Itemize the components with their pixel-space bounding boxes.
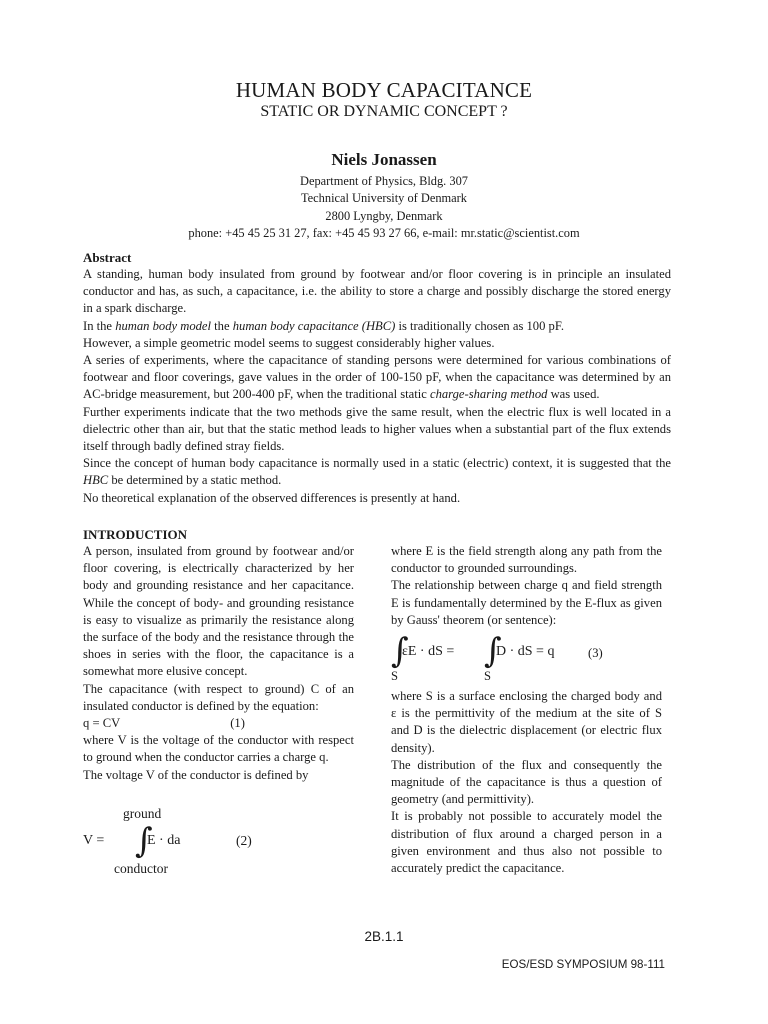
emphasis: human body capacitance (HBC): [232, 318, 396, 333]
body-paragraph: where S is a surface enclosing the charged body and ε is the permittivity of the medium at the site of S and D is the dielectric displacement (or electric flux density).: [391, 689, 662, 755]
introduction-heading: INTRODUCTION: [83, 527, 188, 542]
right-column: [391, 543, 662, 629]
affiliation-university: Technical University of Denmark: [300, 191, 467, 206]
abstract-paragraph: A series of experiments, where the capacitance of standing persons were determined for various combinations of footwear and floor coverings, gave values in the order of 100-150 pF, when the capacitance was determined by an AC-bridge measurement, but 200-400 pF, when the traditional static charge-sharing method was used.: [83, 353, 671, 402]
abstract-heading: Abstract: [83, 250, 132, 265]
emphasis: charge-sharing method: [430, 387, 548, 402]
integral-lower-limit: conductor: [114, 861, 168, 876]
equation-number: (1): [230, 716, 245, 731]
affiliation-department: Department of Physics, Bldg. 307: [300, 174, 468, 188]
body-paragraph: It is probably not possible to accurately model the distribution of flux around a charged person in a given environment and thus also not possible to accurately predict the capacitance.: [391, 809, 662, 876]
affiliation-city: 2800 Lyngby, Denmark: [325, 208, 443, 223]
equation-number: (2): [236, 833, 252, 848]
page-code: 2B.1.1: [364, 929, 404, 944]
abstract-paragraph: A standing, human body insulated from ground by footwear and/or floor covering is in principle an insulated conductor and has, as such, a capacitance, i.e. the ability to store a charge and possibly discharge the stored energy in a spark discharge.: [83, 267, 671, 316]
surface-subscript: S: [391, 669, 399, 683]
integral-upper-limit: ground: [123, 806, 162, 821]
author-name: Niels Jonassen: [331, 150, 437, 169]
body-paragraph: The capacitance (with respect to ground) C of an insulated conductor is defined by the equation:: [83, 681, 354, 713]
body-paragraph: A person, insulated from ground by footwear and/or floor covering, is electrically characterized by her body and grounding resistance and her capacitance. While the concept of body- and grounding resistance is easy to visualize as primarily the resistance along the surface of the body and the resistance through the shoes in series with the floor, the capacitance is a somewhat more elusive concept.: [83, 544, 354, 679]
abstract-paragraph: In the human body model the human body capacitance (HBC) is traditionally chosen as 100 pF.: [83, 318, 564, 333]
integrand: E · da: [147, 833, 181, 848]
paper-subtitle: STATIC OR DYNAMIC CONCEPT ?: [260, 103, 508, 120]
abstract-paragraph: No theoretical explanation of the observed differences is presently at hand.: [83, 490, 461, 505]
affiliation-contact: phone: +45 45 25 31 27, fax: +45 45 93 27 66, e-mail: mr.static@scientist.com: [188, 226, 580, 241]
left-column: [83, 543, 354, 784]
surface-subscript: S: [484, 669, 492, 683]
body-paragraph: The voltage V of the conductor is defined by: [83, 767, 309, 782]
emphasis: human body model: [115, 318, 212, 333]
integral-sign: ∫: [391, 631, 409, 671]
body-paragraph: where V is the voltage of the conductor with respect to ground when the conductor carries a charge q.: [83, 733, 354, 765]
emphasis: HBC: [83, 473, 109, 488]
integrand-left: εE · dS =: [402, 644, 455, 659]
right-column-continued: [391, 688, 662, 877]
equation-2: [83, 806, 354, 878]
equation-number: (3): [588, 646, 603, 660]
integral-sign: ∫: [135, 821, 153, 861]
abstract-body: [83, 266, 671, 507]
abstract-paragraph: However, a simple geometric model seems to suggest considerably higher values.: [83, 335, 495, 350]
abstract-paragraph: Since the concept of human body capacitance is normally used in a static (electric) context, it is suggested that the HBC be determined by a static method.: [83, 456, 671, 488]
paper-title: HUMAN BODY CAPACITANCE: [235, 78, 533, 102]
integrand-right: D · dS = q: [496, 644, 555, 659]
body-paragraph: The distribution of the flux and consequently the magnitude of the capacitance is thus a question of geometry (and permittivity).: [391, 757, 662, 807]
equation-1: q = CV (1): [83, 716, 245, 731]
integral-sign: ∫: [484, 631, 502, 671]
equation-3: [391, 631, 662, 686]
symposium-label: EOS/ESD SYMPOSIUM 98-111: [501, 958, 665, 971]
equation-lhs: V =: [83, 833, 105, 848]
body-paragraph: The relationship between charge q and field strength E is fundamentally determined by the E-flux as given by Gauss' theorem (or sentence):: [391, 578, 662, 627]
author-affiliation: [0, 173, 768, 243]
body-paragraph: where E is the field strength along any path from the conductor to grounded surroundings.: [391, 544, 662, 576]
abstract-paragraph: Further experiments indicate that the two methods give the same result, when the electric flux is well located in a dielectric other than air, but that the static method leads to higher values when a substantial part of the flux extends itself through badly defined stray fields.: [83, 404, 671, 454]
